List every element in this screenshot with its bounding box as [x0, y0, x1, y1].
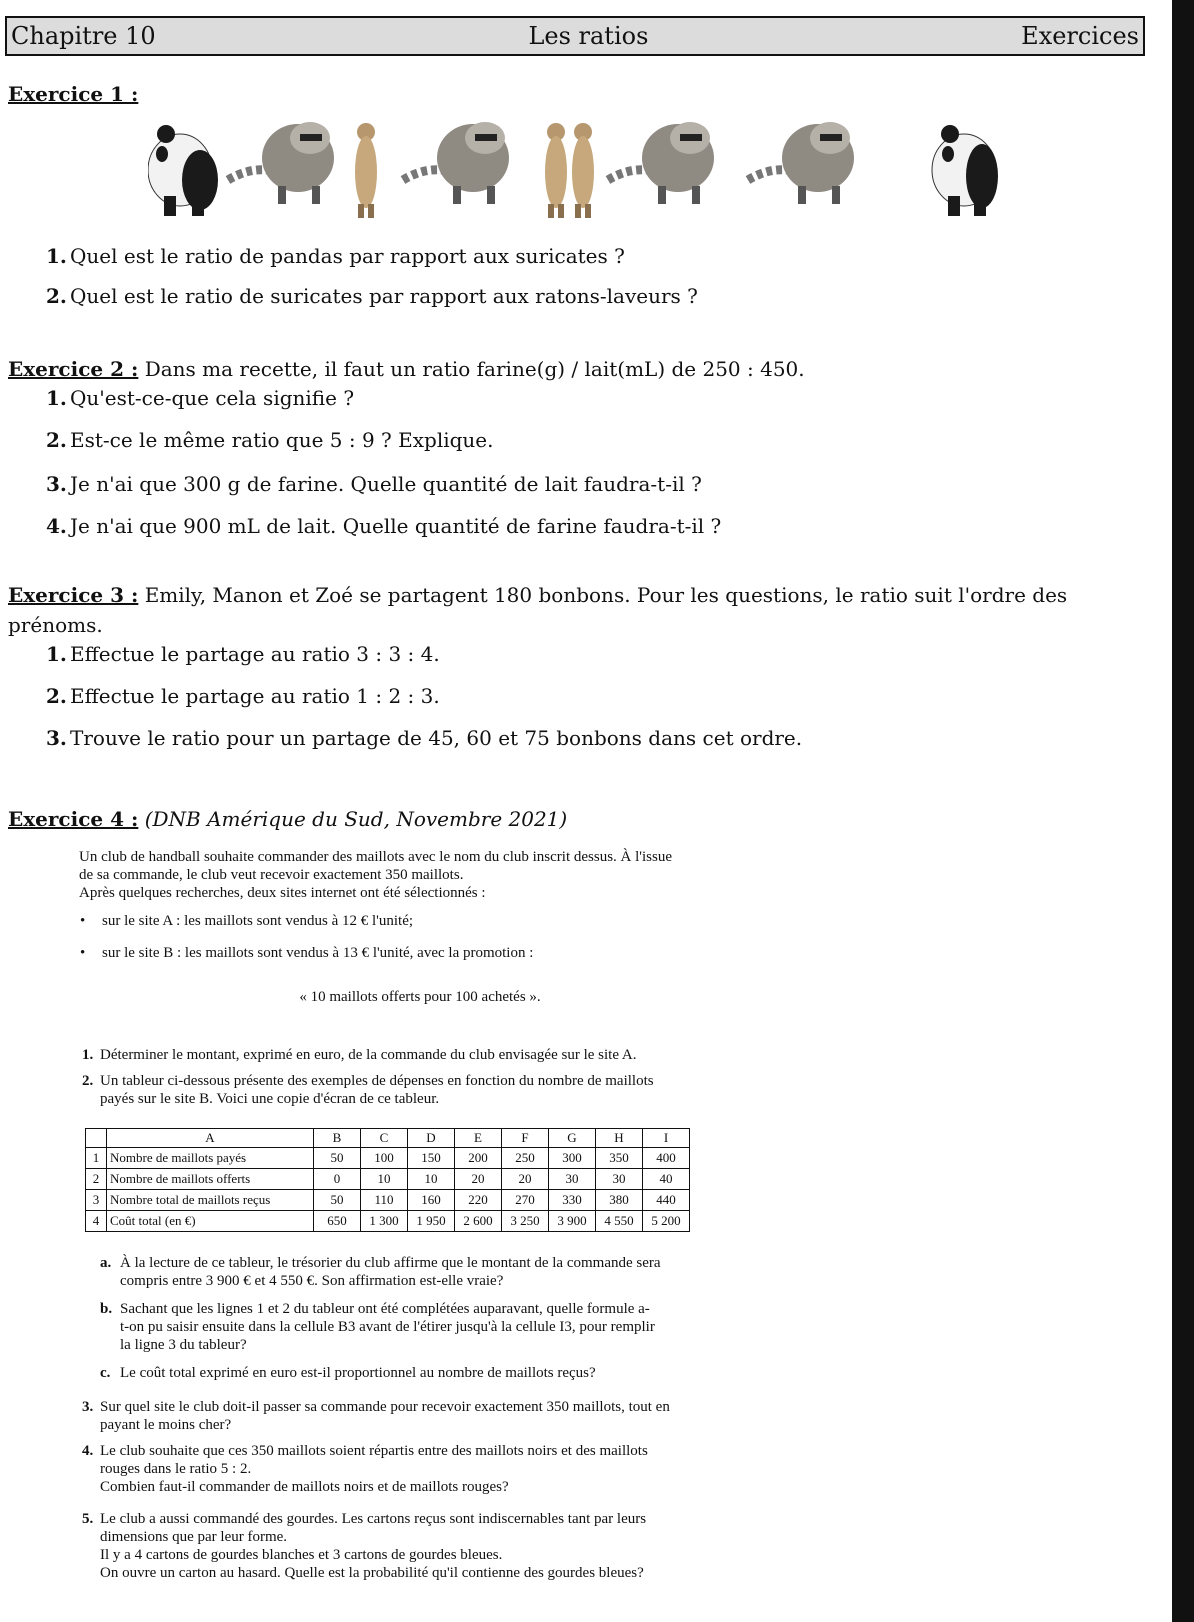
ex3-question-1: 1. Effectue le partage au ratio 3 : 3 : 4.	[46, 642, 440, 666]
meerkat-icon	[572, 123, 594, 218]
ex3-question-2: 2. Effectue le partage au ratio 1 : 2 : 3.	[46, 684, 440, 708]
meerkat-icon	[355, 123, 377, 218]
ex4-subquestion-c: c. Le coût total exprimé en euro est-il proportionnel au nombre de maillots reçus?	[100, 1365, 596, 1381]
ex2-question-3: 3. Je n'ai que 300 g de farine. Quelle quantité de lait faudra-t-il ?	[46, 472, 702, 496]
column-header-B: B	[314, 1129, 361, 1148]
exercise-4-title: Exercice 4 :	[8, 807, 139, 831]
spreadsheet-column-headers	[86, 1129, 690, 1148]
ex2-question-4: 4. Je n'ai que 900 mL de lait. Quelle quantité de farine faudra-t-il ?	[46, 514, 722, 538]
ex4-promo: « 10 maillots offerts pour 100 achetés ».	[299, 989, 541, 1005]
ex1-question-1: 1. Quel est le ratio de pandas par rapport aux suricates ?	[46, 244, 625, 268]
ex4-subquestion-a: a. À la lecture de ce tableur, le trésorier du club affirme que le montant de la commande sera compris entre 3 900 € et 4 550 €. Son affirmation est-elle vraie?	[100, 1255, 661, 1289]
ex4-intro: Un club de handball souhaite commander des maillots avec le nom du club inscrit dessus. À l'issue de sa commande, le club veut recevoir exactement 350 maillots. Après quelques recherches, deux sites internet ont été sélectionnés :	[79, 849, 672, 901]
exercise-1-title: Exercice 1 :	[8, 82, 139, 106]
exercise-3-heading	[8, 580, 1118, 640]
ex4-bullet-1: • sur le site A : les maillots sont vendus à 12 € l'unité;	[80, 913, 414, 929]
ex1-question-2: 2. Quel est le ratio de suricates par rapport aux ratons-laveurs ?	[46, 284, 698, 308]
raccoon-icon	[608, 122, 714, 204]
exercise-3-title: Exercice 3 :	[8, 583, 139, 607]
ex2-question-2: 2. Est-ce le même ratio que 5 : 9 ? Explique.	[46, 428, 494, 452]
ex4-subquestion-b: b. Sachant que les lignes 1 et 2 du tableur ont été complétées auparavant, quelle formule a- t-on pu saisir ensuite dans la cellule B3 avant de l'étirer jusqu'à la cellule I3, pour remplir la ligne 3 du tableur?	[100, 1301, 655, 1353]
page-header	[5, 16, 1145, 56]
column-header-D: D	[408, 1129, 455, 1148]
exercise-3-intro-1: Emily, Manon et Zoé se partagent 180 bonbons. Pour les questions, le ratio suit l'ordre des	[144, 583, 1068, 607]
animals-illustration	[148, 108, 1008, 228]
type-label: Exercices	[1021, 22, 1139, 50]
exercise-4-heading	[8, 804, 1118, 834]
ex4-bullet-2: • sur le site B : les maillots sont vendus à 13 € l'unité, avec la promotion :	[80, 945, 534, 961]
ex4-question-1: 1. Déterminer le montant, exprimé en euro, de la commande du club envisagée sur le site A.	[82, 1047, 637, 1063]
table-row: 2 Nombre de maillots offerts 0 10 10 20 20 30 30 40	[86, 1169, 690, 1190]
corner-cell	[86, 1129, 107, 1148]
column-header-E: E	[455, 1129, 502, 1148]
table-row: 4 Coût total (en €) 650 1 300 1 950 2 600 3 250 3 900 4 550 5 200	[86, 1211, 690, 1232]
column-header-F: F	[502, 1129, 549, 1148]
ex2-question-1: 1. Qu'est-ce-que cela signifie ?	[46, 386, 355, 410]
raccoon-icon	[748, 122, 854, 204]
exercise-4-source: (DNB Amérique du Sud, Novembre 2021)	[144, 807, 568, 831]
raccoon-icon	[403, 122, 509, 204]
raccoon-icon	[228, 122, 334, 204]
column-header-A: A	[107, 1129, 314, 1148]
meerkat-icon	[545, 123, 567, 218]
ex4-question-4: 4. Le club souhaite que ces 350 maillots soient répartis entre des maillots noirs et des maillots rouges dans le ratio 5 : 2. Combien faut-il commander de maillots noirs et de maillots rouges?	[82, 1443, 648, 1495]
exercise-3-intro-2: prénoms.	[8, 613, 103, 637]
column-header-H: H	[596, 1129, 643, 1148]
chapter-label: Chapitre 10	[11, 22, 156, 50]
ex4-question-2: 2. Un tableur ci-dessous présente des exemples de dépenses en fonction du nombre de maillots payés sur le site B. Voici une copie d'écran de ce tableur.	[82, 1073, 654, 1107]
right-edge-bar	[1172, 0, 1194, 1622]
ex3-question-3: 3. Trouve le ratio pour un partage de 45, 60 et 75 bonbons dans cet ordre.	[46, 726, 803, 750]
column-header-G: G	[549, 1129, 596, 1148]
panda-icon	[148, 125, 218, 216]
table-row: 3 Nombre total de maillots reçus 50 110 160 220 270 330 380 440	[86, 1190, 690, 1211]
topic-label: Les ratios	[528, 22, 649, 50]
column-header-C: C	[361, 1129, 408, 1148]
spreadsheet-table	[85, 1128, 690, 1232]
ex4-question-5: 5. Le club a aussi commandé des gourdes. Les cartons reçus sont indiscernables tant par leurs dimensions que par leur forme. Il y a 4 cartons de gourdes blanches et 3 cartons de gourdes bleues. On ouvre un carton au hasard. Quelle est la probabilité qu'il contienne des gourdes bleues?	[82, 1511, 647, 1581]
exercise-2-heading	[8, 354, 1118, 384]
exercise-2-intro: Dans ma recette, il faut un ratio farine(g) / lait(mL) de 250 : 450.	[144, 357, 805, 381]
panda-icon	[932, 125, 998, 216]
column-header-I: I	[643, 1129, 690, 1148]
table-row: 1 Nombre de maillots payés 50 100 150 200 250 300 350 400	[86, 1148, 690, 1169]
exercise-2-title: Exercice 2 :	[8, 357, 139, 381]
ex4-question-3: 3. Sur quel site le club doit-il passer sa commande pour recevoir exactement 350 maillots, tout en payant le moins cher?	[82, 1399, 670, 1433]
